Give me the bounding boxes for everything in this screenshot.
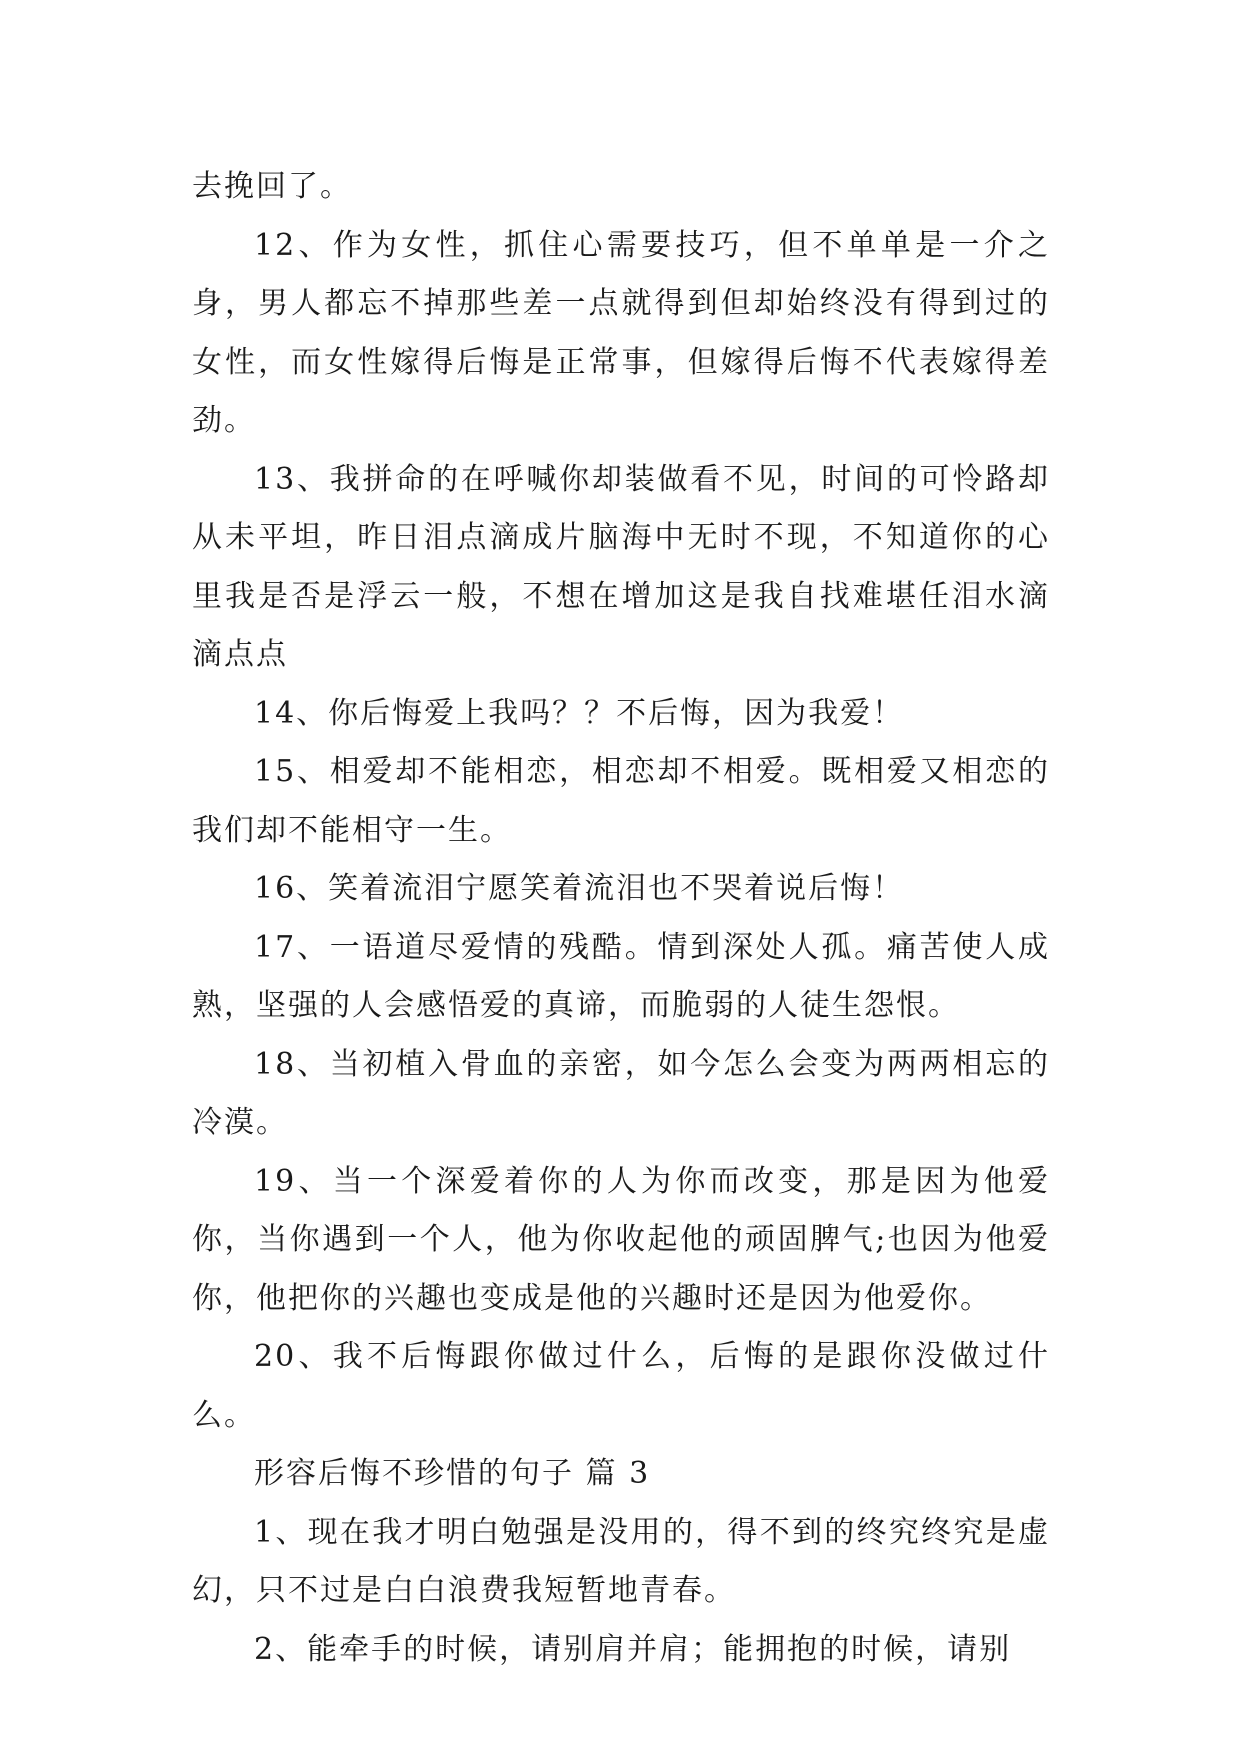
paragraph-item-2: 2、能牵手的时候，请别肩并肩；能拥抱的时候，请别 xyxy=(254,1631,1012,1667)
paragraph-item-15: 15、相爱却不能相恋，相恋却不相爱。既相爱又相恋的我们却不能相守一生。 xyxy=(192,754,1050,848)
paragraph-item-1: 1、现在我才明白勉强是没用的，得不到的终究终究是虚幻，只不过是白白浪费我短暂地青春。 xyxy=(192,1514,1050,1608)
paragraph-item-13: 13、我拼命的在呼喊你却装做看不见，时间的可怜路却从未平坦，昨日泪点滴成片脑海中无时不现，不知道你的心里我是否是浮云一般，不想在增加这是我自找难堪任泪水滴滴点点 xyxy=(192,461,1050,672)
paragraph-item-20: 20、我不后悔跟你做过什么，后悔的是跟你没做过什么。 xyxy=(192,1339,1050,1433)
paragraph-item-17: 17、一语道尽爱情的残酷。情到深处人孤。痛苦使人成熟，坚强的人会感悟爱的真谛，而脆弱的人徒生怨恨。 xyxy=(192,929,1050,1023)
paragraph-item-16: 16、笑着流泪宁愿笑着流泪也不哭着说后悔！ xyxy=(254,871,905,906)
document-body xyxy=(192,158,1050,1679)
paragraph-item-18: 18、当初植入骨血的亲密，如今怎么会变为两两相忘的冷漠。 xyxy=(192,1046,1050,1140)
paragraph-item-14: 14、你后悔爱上我吗？？不后悔，因为我爱！ xyxy=(254,695,905,731)
paragraph-continuation: 去挽回了。 xyxy=(192,169,352,204)
section-heading: 形容后悔不珍惜的句子 篇 3 xyxy=(254,1456,651,1491)
paragraph-item-12: 12、作为女性，抓住心需要技巧，但不单单是一介之身，男人都忘不掉那些差一点就得到但却始终没有得到过的女性，而女性嫁得后悔是正常事，但嫁得后悔不代表嫁得差劲。 xyxy=(192,227,1050,438)
paragraph-item-19: 19、当一个深爱着你的人为你而改变，那是因为他爱你，当你遇到一个人，他为你收起他的顽固脾气;也因为他爱你，他把你的兴趣也变成是他的兴趣时还是因为他爱你。 xyxy=(192,1163,1050,1316)
